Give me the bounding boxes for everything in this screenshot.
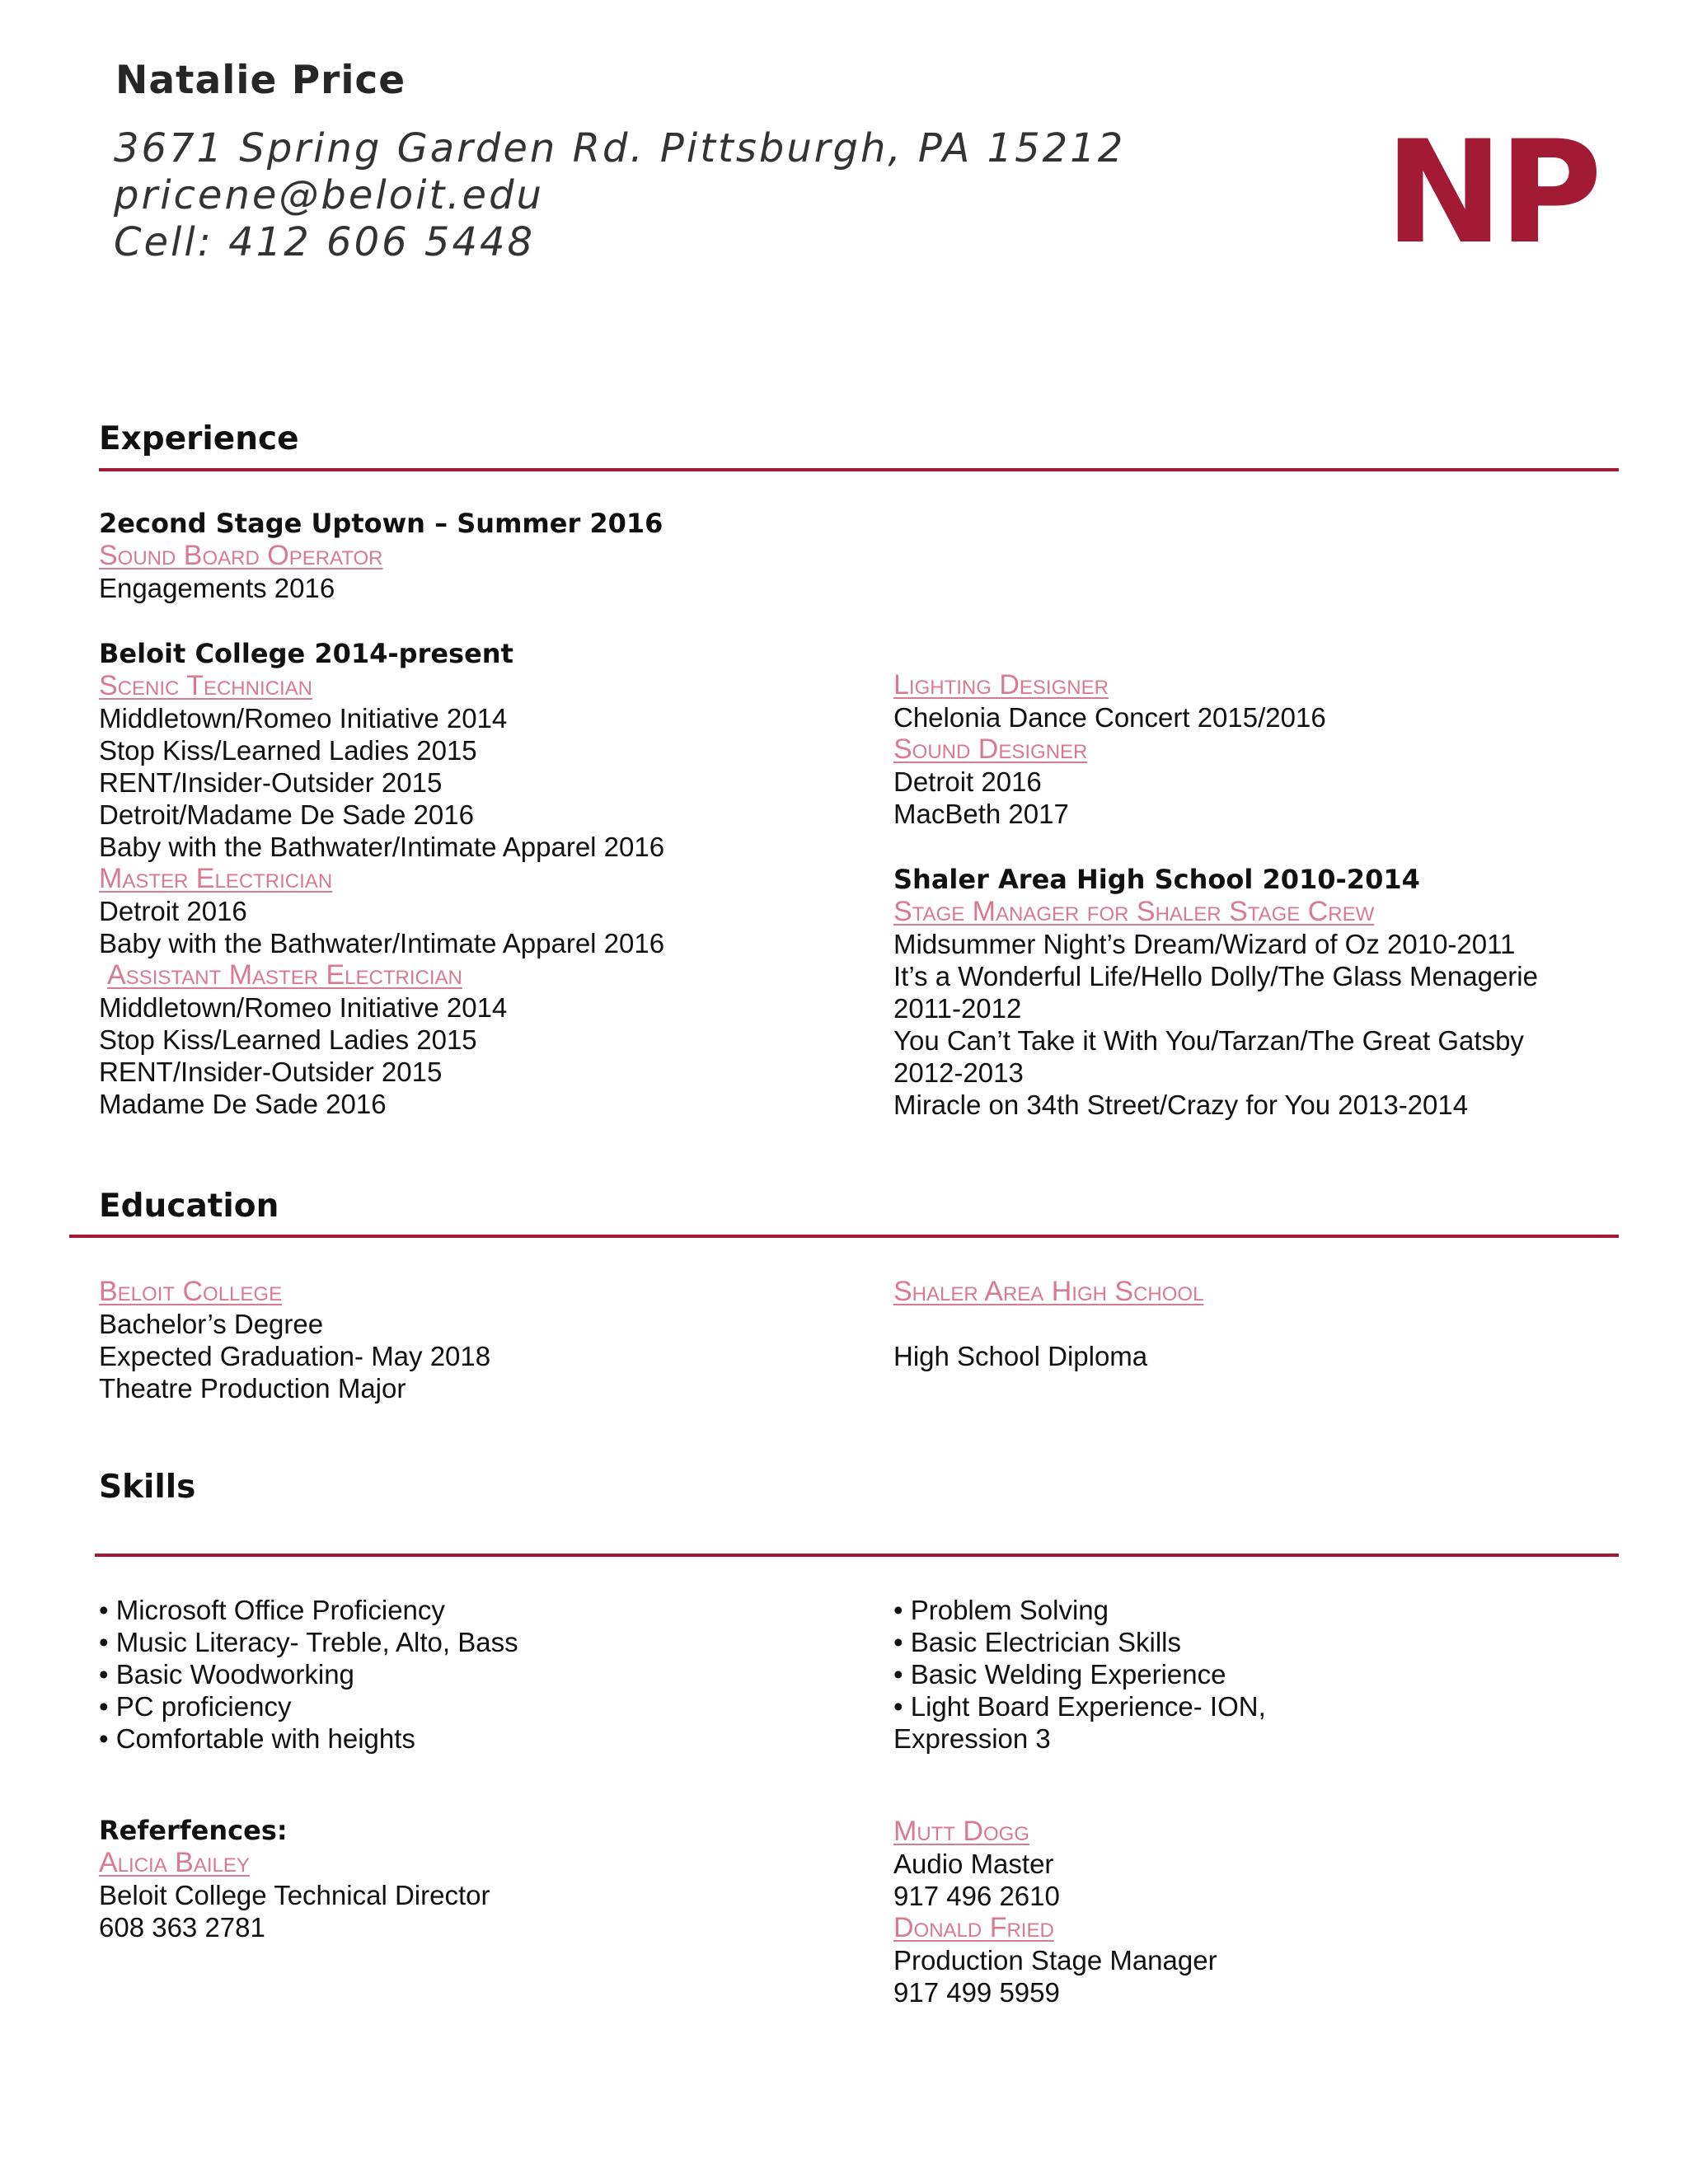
reference-phone: 608 363 2781 bbox=[99, 1912, 265, 1943]
skill-item: • Basic Electrician Skills bbox=[893, 1627, 1181, 1657]
list-item: Engagements 2016 bbox=[99, 573, 335, 603]
reference-phone: 917 496 2610 bbox=[893, 1881, 1060, 1911]
list-item: RENT/Insider-Outsider 2015 bbox=[99, 1057, 443, 1087]
job-title-shaler: Shaler Area High School 2010-2014 bbox=[893, 864, 1420, 895]
resume-name: Natalie Price bbox=[115, 58, 406, 103]
reference-title: Beloit College Technical Director bbox=[99, 1880, 490, 1910]
education-left bbox=[99, 1276, 841, 1404]
job-title-second-stage: 2econd Stage Uptown – Summer 2016 bbox=[99, 508, 663, 539]
email-line: pricene@beloit.edu bbox=[114, 172, 544, 218]
experience-heading: Experience bbox=[99, 420, 299, 457]
list-item: Detroit 2016 bbox=[99, 896, 247, 926]
role-master-electrician[interactable]: Master Electrician bbox=[99, 863, 333, 894]
reference-name-alicia-bailey[interactable]: Alicia Bailey bbox=[99, 1847, 250, 1878]
education-right bbox=[893, 1276, 1635, 1372]
skills-heading: Skills bbox=[99, 1469, 196, 1506]
list-item: Detroit/Madame De Sade 2016 bbox=[99, 799, 474, 830]
experience-left-column bbox=[99, 507, 841, 1120]
list-item: Baby with the Bathwater/Intimate Apparel 2016 bbox=[99, 928, 665, 958]
reference-title: Audio Master bbox=[893, 1849, 1054, 1879]
list-item: You Can’t Take it With You/Tarzan/The Great Gatsby bbox=[893, 1025, 1524, 1056]
list-item: Middletown/Romeo Initiative 2014 bbox=[99, 703, 508, 733]
cell-line: Cell: 412 606 5448 bbox=[114, 219, 536, 265]
list-item: Midsummer Night’s Dream/Wizard of Oz 2010-2011 bbox=[893, 929, 1516, 959]
role-stage-manager[interactable]: Stage Manager for Shaler Stage Crew bbox=[893, 896, 1375, 927]
references-heading: Referfences: bbox=[99, 1815, 288, 1846]
list-item: Stop Kiss/Learned Ladies 2015 bbox=[99, 1024, 477, 1055]
role-scenic-technician[interactable]: Scenic Technician bbox=[99, 670, 312, 701]
list-item: Chelonia Dance Concert 2015/2016 bbox=[893, 702, 1326, 733]
list-item: Bachelor’s Degree bbox=[99, 1309, 324, 1339]
list-item: 2012-2013 bbox=[893, 1057, 1024, 1088]
experience-divider bbox=[99, 468, 1619, 471]
list-item: High School Diploma bbox=[893, 1341, 1148, 1371]
skill-item: • PC proficiency bbox=[99, 1691, 292, 1722]
address-line: 3671 Spring Garden Rd. Pittsburgh, PA 15212 bbox=[114, 125, 1126, 171]
monogram-logo: NP bbox=[1385, 110, 1598, 275]
contact-block bbox=[114, 125, 1125, 266]
role-sound-designer[interactable]: Sound Designer bbox=[893, 733, 1088, 765]
skill-item: • Music Literacy- Treble, Alto, Bass bbox=[99, 1627, 518, 1657]
job-title-beloit: Beloit College 2014-present bbox=[99, 638, 513, 669]
skill-item: • Comfortable with heights bbox=[99, 1723, 415, 1754]
reference-name-donald-fried[interactable]: Donald Fried bbox=[893, 1912, 1054, 1943]
references-left bbox=[99, 1814, 841, 1943]
skill-item: • Light Board Experience- ION, bbox=[893, 1691, 1266, 1722]
skills-right bbox=[893, 1594, 1635, 1755]
references-right bbox=[893, 1816, 1635, 2008]
school-shaler[interactable]: Shaler Area High School bbox=[893, 1276, 1204, 1307]
reference-title: Production Stage Manager bbox=[893, 1945, 1217, 1975]
list-item: Middletown/Romeo Initiative 2014 bbox=[99, 992, 508, 1023]
school-beloit-college[interactable]: Beloit College bbox=[99, 1276, 283, 1307]
skill-item: • Basic Welding Experience bbox=[893, 1659, 1226, 1690]
role-assistant-master-electrician[interactable]: Assistant Master Electrician bbox=[107, 959, 462, 991]
skills-left bbox=[99, 1594, 841, 1755]
list-item: Detroit 2016 bbox=[893, 766, 1042, 797]
list-item: Madame De Sade 2016 bbox=[99, 1089, 387, 1119]
list-item: Baby with the Bathwater/Intimate Apparel 2016 bbox=[99, 832, 665, 862]
skill-item: Expression 3 bbox=[893, 1723, 1051, 1754]
skills-divider bbox=[95, 1554, 1619, 1557]
education-divider bbox=[69, 1235, 1619, 1238]
reference-phone: 917 499 5959 bbox=[893, 1977, 1060, 2008]
role-lighting-designer[interactable]: Lighting Designer bbox=[893, 669, 1109, 701]
experience-right-column bbox=[893, 669, 1635, 1121]
list-item: MacBeth 2017 bbox=[893, 799, 1069, 829]
education-heading: Education bbox=[99, 1188, 279, 1225]
list-item: It’s a Wonderful Life/Hello Dolly/The Glass Menagerie bbox=[893, 961, 1538, 991]
list-item: Theatre Production Major bbox=[99, 1373, 406, 1404]
reference-name-mutt-dogg[interactable]: Mutt Dogg bbox=[893, 1816, 1029, 1847]
list-item: 2011-2012 bbox=[893, 993, 1022, 1024]
role-sound-board-operator[interactable]: Sound Board Operator bbox=[99, 540, 383, 571]
list-item: Stop Kiss/Learned Ladies 2015 bbox=[99, 735, 477, 766]
list-item: RENT/Insider-Outsider 2015 bbox=[99, 767, 443, 798]
skill-item: • Basic Woodworking bbox=[99, 1659, 354, 1690]
skill-item: • Problem Solving bbox=[893, 1595, 1109, 1625]
list-item: Miracle on 34th Street/Crazy for You 2013-2014 bbox=[893, 1090, 1469, 1120]
skill-item: • Microsoft Office Proficiency bbox=[99, 1595, 445, 1625]
list-item: Expected Graduation- May 2018 bbox=[99, 1341, 491, 1371]
